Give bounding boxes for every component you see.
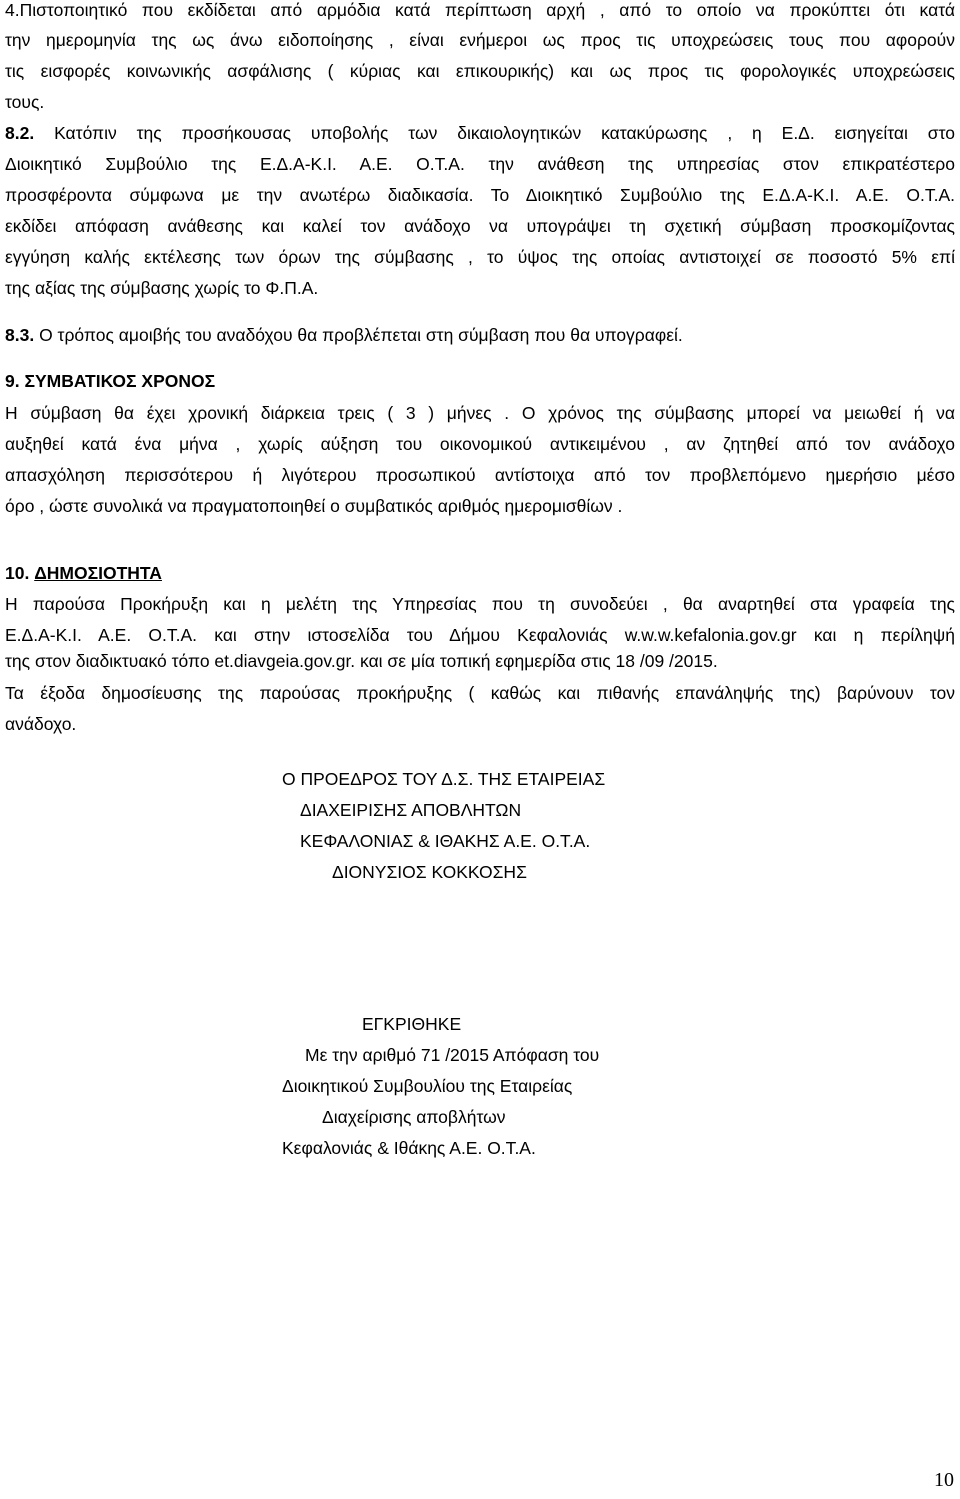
section-10-title: ΔΗΜΟΣΙΟΤΗΤΑ	[34, 563, 162, 583]
section-9-heading: 9. ΣΥΜΒΑΤΙΚΟΣ ΧΡΟΝΟΣ	[5, 371, 216, 391]
signature-line-1: Ο ΠΡΟΕΔΡΟΣ ΤΟΥ Δ.Σ. ΤΗΣ ΕΤΑΙΡΕΙΑΣ	[282, 769, 606, 789]
section-8-3-number: 8.3.	[5, 325, 35, 345]
approval-line-2: Με την αριθμό 71 /2015 Απόφαση του	[305, 1045, 600, 1065]
paragraph-4-line-4: τους.	[5, 92, 45, 112]
section-9-line-4: όρο , ώστε συνολικά να πραγματοποιηθεί ο συμβατικός αριθμός ημερομισθίων .	[5, 496, 623, 516]
section-8-3-line	[5, 325, 683, 345]
section-8-2-line-1	[5, 123, 955, 143]
section-10-line-4: Τα έξοδα δημοσίευσης της παρούσας προκήρυξης ( καθώς και πιθανής επανάληψής της) βαρύνουν τον	[5, 683, 955, 703]
section-10-heading	[5, 563, 162, 583]
paragraph-4-line-3: τις εισφορές κοινωνικής ασφάλισης ( κύριας και επικουρικής) και ως προς τις φορολογικές υποχρεώσεις	[5, 61, 955, 81]
section-10-number: 10.	[5, 563, 30, 583]
signature-line-3: ΚΕΦΑΛΟΝΙΑΣ & ΙΘΑΚΗΣ Α.Ε. Ο.Τ.Α.	[300, 831, 591, 851]
section-9-line-3: απασχόληση περισσότερου ή λιγότερου προσωπικού αντίστοιχα από τον προβλεπόμενο ημερήσιο μέσο	[5, 465, 955, 485]
approval-line-4: Διαχείρισης αποβλήτων	[322, 1107, 506, 1127]
approval-title: ΕΓΚΡΙΘΗΚΕ	[362, 1014, 462, 1034]
section-9-line-2: αυξηθεί κατά ένα μήνα , χωρίς αύξηση του οικονομικού αντικειμένου , αν ζητηθεί από τον ανάδοχο	[5, 434, 955, 454]
section-8-2-line-5: εγγύηση καλής εκτέλεσης των όρων της σύμβασης , το ύψος της οποίας αντιστοιχεί σε ποσοστό 5% επί	[5, 247, 955, 267]
section-8-3-text: Ο τρόπος αμοιβής του αναδόχου θα προβλέπεται στη σύμβαση που θα υπογραφεί.	[39, 325, 683, 345]
section-8-2-line-3: προσφέροντα σύμφωνα με την ανωτέρω διαδικασία. Το Διοικητικό Συμβούλιο της Ε.Δ.Α-Κ.Ι. Α.Ε. Ο.Τ.Α.	[5, 185, 955, 205]
paragraph-4-line-1: 4.Πιστοποιητικό που εκδίδεται από αρμόδια κατά περίπτωση αρχή , από το οποίο να προκύπτει ότι κατά	[5, 0, 955, 20]
section-8-2-number: 8.2.	[5, 123, 35, 143]
approval-line-3: Διοικητικού Συμβουλίου της Εταιρείας	[282, 1076, 573, 1096]
signature-name: ΔΙΟΝΥΣΙΟΣ ΚΟΚΚΟΣΗΣ	[332, 862, 527, 882]
section-8-2-line-6: της αξίας της σύμβασης χωρίς το Φ.Π.Α.	[5, 278, 319, 298]
section-8-2-line-2: Διοικητικό Συμβούλιο της Ε.Δ.Α-Κ.Ι. Α.Ε. Ο.Τ.Α. την ανάθεση της υπηρεσίας στον επικρατέστερο	[5, 154, 955, 174]
signature-line-2: ΔΙΑΧΕΙΡΙΣΗΣ ΑΠΟΒΛΗΤΩΝ	[300, 800, 522, 820]
page-number: 10	[934, 1469, 954, 1491]
section-9-line-1: Η σύμβαση θα έχει χρονική διάρκεια τρεις ( 3 ) μήνες . Ο χρόνος της σύμβασης μπορεί να μειωθεί ή να	[5, 403, 955, 423]
section-10-line-3: της στον διαδικτυακό τόπο et.diavgeia.gov.gr. και σε μία τοπική εφημερίδα στις 18 /09 /2015.	[5, 651, 718, 671]
approval-line-5: Κεφαλονιάς & Ιθάκης Α.Ε. Ο.Τ.Α.	[282, 1138, 536, 1158]
section-8-2-line-4: εκδίδει απόφαση ανάθεσης και καλεί τον ανάδοχο να υπογράψει τη σχετική σύμβαση προσκομίζοντας	[5, 216, 955, 236]
section-10-line-1: Η παρούσα Προκήρυξη και η μελέτη της Υπηρεσίας που τη συνοδεύει , θα αναρτηθεί στα γραφεία της	[5, 594, 955, 614]
section-10-line-5: ανάδοχο.	[5, 714, 77, 734]
section-8-2-text-1: Κατόπιν της προσήκουσας υποβολής των δικαιολογητικών κατακύρωσης , η Ε.Δ. εισηγείται στο	[54, 123, 955, 143]
section-10-line-2: Ε.Δ.Α-Κ.Ι. Α.Ε. Ο.Τ.Α. και στην ιστοσελίδα του Δήμου Κεφαλονιάς w.w.w.kefalonia.gov.gr και η περίληψή	[5, 625, 955, 645]
paragraph-4-line-2: την ημερομηνία της ως άνω ειδοποίησης , είναι ενήμεροι ως προς τις υποχρεώσεις τους που αφορούν	[5, 30, 955, 50]
